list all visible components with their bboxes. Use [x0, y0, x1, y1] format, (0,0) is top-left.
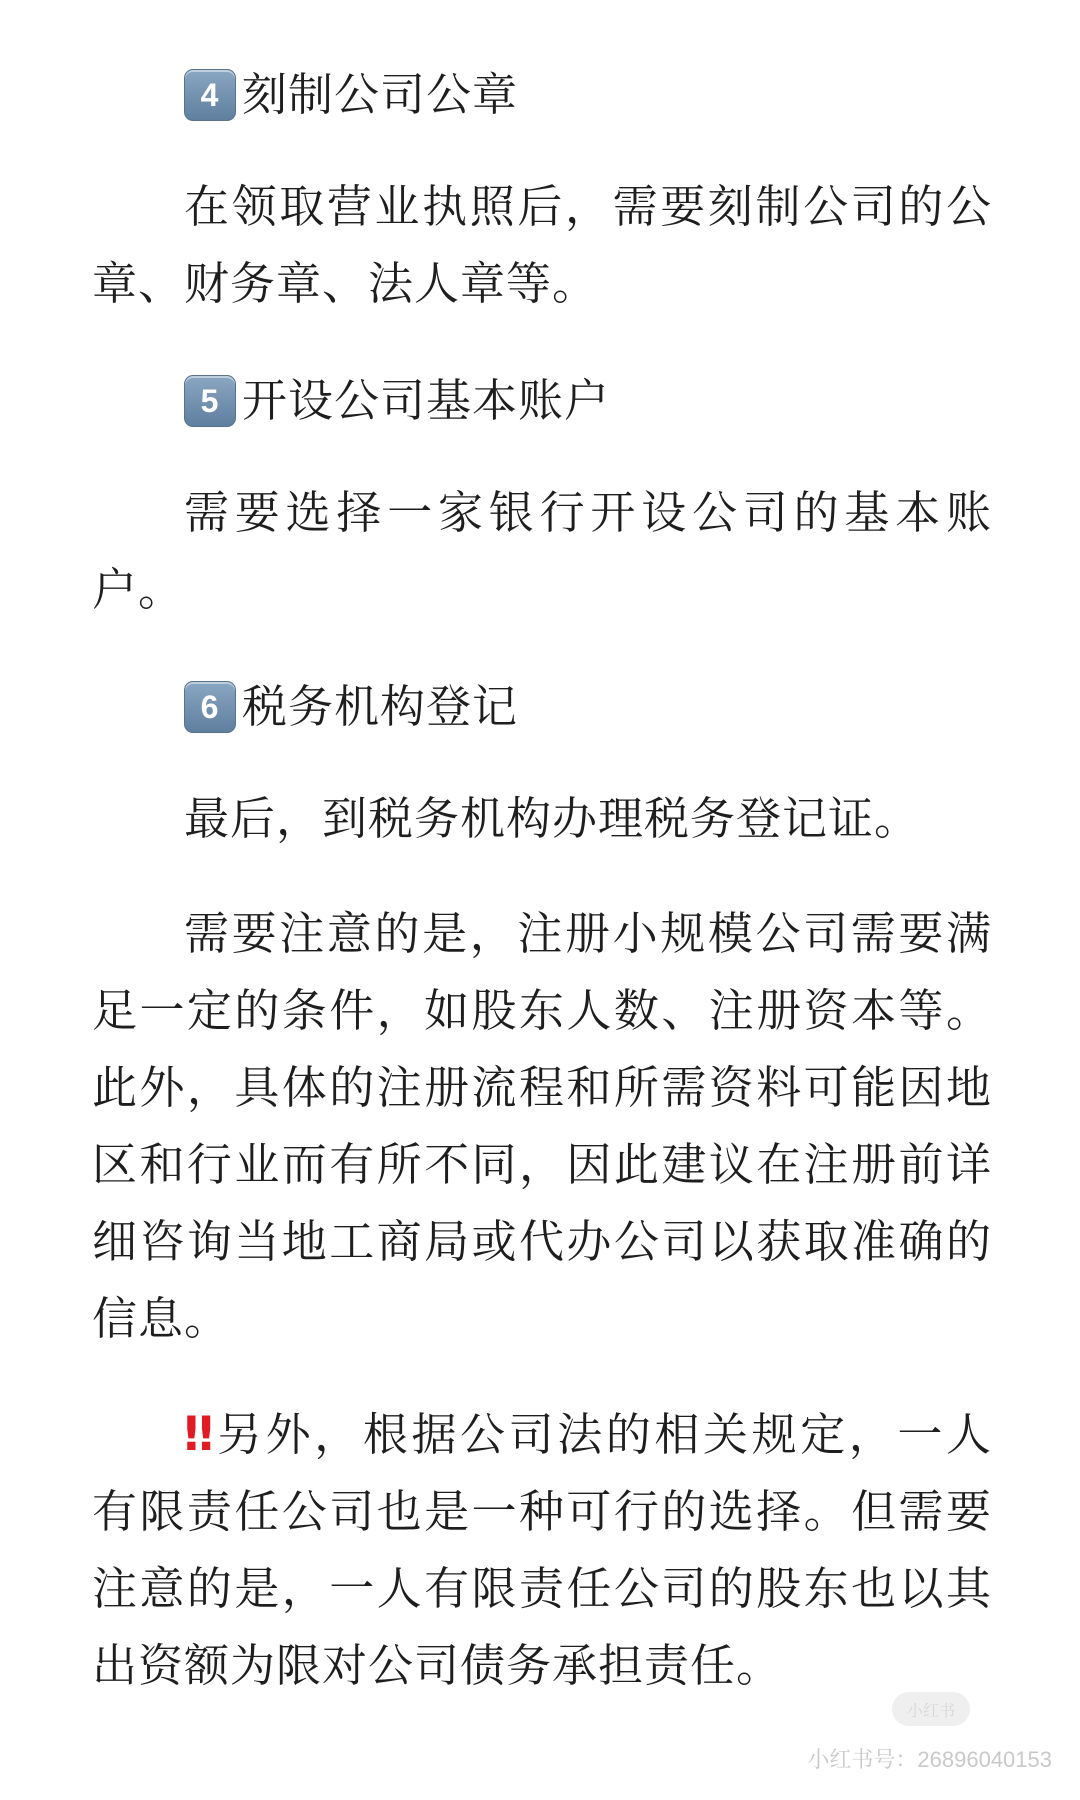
section-6-title: 税务机构登记 — [242, 680, 519, 733]
section-5-title: 开设公司基本账户 — [242, 374, 611, 427]
watermark-logo: 小红书 — [892, 1692, 970, 1726]
keycap-4-icon: 4 — [184, 69, 236, 121]
keycap-5-icon: 5 — [184, 375, 236, 427]
keycap-6-icon: 6 — [184, 681, 236, 733]
section-4-title: 刻制公司公章 — [242, 68, 519, 121]
section-5-body — [92, 474, 992, 628]
extra-text-wrapper — [92, 1396, 992, 1704]
section-4-heading — [184, 56, 984, 133]
extra-text: 另外，根据公司法的相关规定，一人有限责任公司也是一种可行的选择。但需要注意的是，一人有限责任公司的股东也以其出资额为限对公司债务承担责任。 — [92, 1408, 992, 1692]
section-5-heading — [184, 362, 984, 439]
double-exclamation-icon: ‼ — [184, 1407, 214, 1462]
section-6-heading — [184, 668, 984, 745]
section-6-text: 最后，到税务机构办理税务登记证。 — [184, 792, 921, 845]
extra-paragraph — [92, 1396, 992, 1704]
note-text: 需要注意的是，注册小规模公司需要满足一定的条件，如股东人数、注册资本等。此外，具体的注册流程和所需资料可能因地区和行业而有所不同，因此建议在注册前详细咨询当地工商局或代办公司以获取准确的信息。 — [92, 907, 992, 1345]
section-4-body — [92, 168, 992, 322]
section-4-text: 在领取营业执照后，需要刻制公司的公章、财务章、法人章等。 — [92, 180, 992, 310]
watermark-text: 小红书号：26896040153 — [807, 1747, 1052, 1772]
note-paragraph — [92, 895, 992, 1357]
section-5-text: 需要选择一家银行开设公司的基本账户。 — [92, 486, 992, 616]
section-6-body — [92, 780, 992, 857]
